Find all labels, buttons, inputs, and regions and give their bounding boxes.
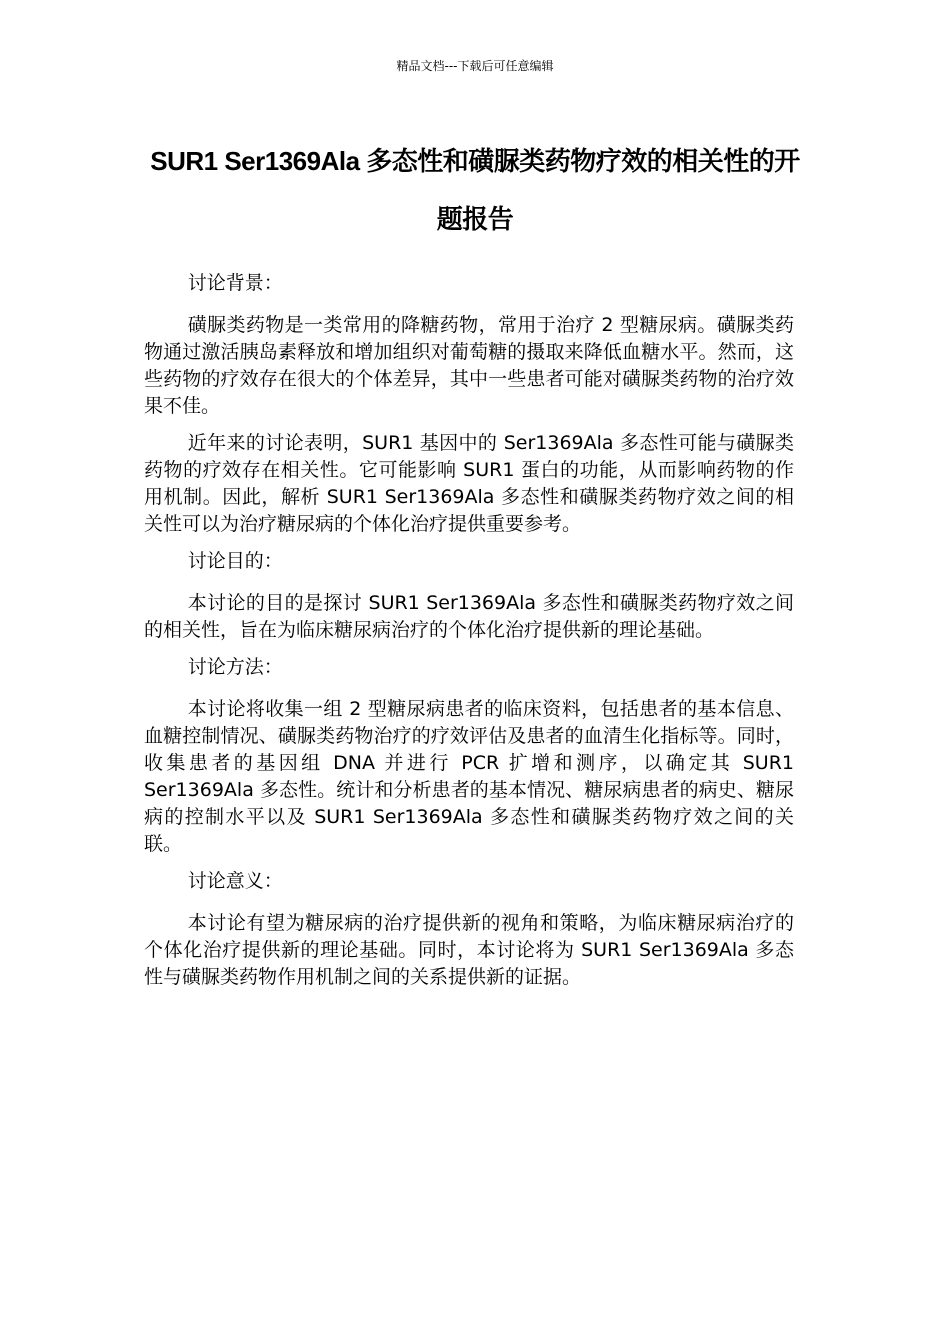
section-heading-purpose: 讨论目的： — [187, 550, 283, 572]
paragraph-purpose: 本讨论的目的是探讨 SUR1 Ser1369Ala 多态性和磺脲类药物疗效之间的相关性，旨在为临床糖尿病治疗的个体化治疗提供新的理论基础。 — [144, 592, 794, 641]
header-note: 精品文档---下载后可任意编辑 — [396, 59, 554, 73]
paragraph-background-2: 近年来的讨论表明，SUR1 基因中的 Ser1369Ala 多态性可能与磺脲类药物的疗效存在相关性。它可能影响 SUR1 蛋白的功能，从而影响药物的作用机制。因此，解析 SUR1 Ser1369Ala 多态性和磺脲类药物疗效之间的相关性可以为治疗糖尿病的个体化治疗提供重要参考。 — [144, 432, 794, 535]
section-heading-background: 讨论背景： — [187, 272, 283, 294]
document-body — [144, 270, 794, 1001]
paragraph-significance: 本讨论有望为糖尿病的治疗提供新的视角和策略，为临床糖尿病治疗的个体化治疗提供新的理论基础。同时，本讨论将为 SUR1 Ser1369Ala 多态性与磺脲类药物作用机制之间的关系提供新的证据。 — [144, 912, 794, 988]
paragraph-background-1: 磺脲类药物是一类常用的降糖药物，常用于治疗 2 型糖尿病。磺脲类药物通过激活胰岛素释放和增加组织对葡萄糖的摄取来降低血糖水平。然而，这些药物的疗效存在很大的个体差异，其中一些患者可能对磺脲类药物的治疗效果不佳。 — [144, 314, 794, 417]
paragraph-methods: 本讨论将收集一组 2 型糖尿病患者的临床资料，包括患者的基本信息、血糖控制情况、磺脲类药物治疗的疗效评估及患者的血清生化指标等。同时，收集患者的基因组 DNA 并进行 PCR 扩增和测序，以确定其 SUR1 Ser1369Ala 多态性。统计和分析患者的基本情况、糖尿病患者的病史、糖尿病的控制水平以及 SUR1 Ser1369Ala 多态性和磺脲类药物疗效之间的关联。 — [144, 698, 794, 855]
document-title: SUR1 Ser1369Ala 多态性和磺脲类药物疗效的相关性的开题报告 — [150, 146, 800, 234]
section-heading-methods: 讨论方法： — [187, 656, 283, 678]
section-heading-significance: 讨论意义： — [187, 870, 283, 892]
